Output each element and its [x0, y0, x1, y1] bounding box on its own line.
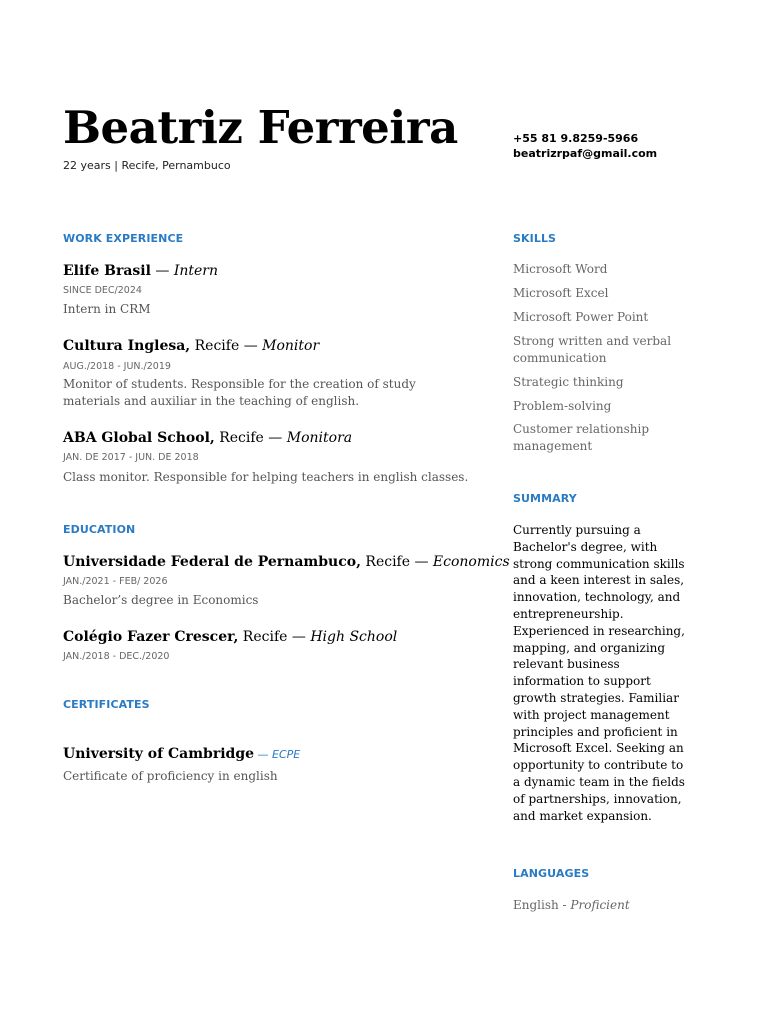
language-level: Proficient — [570, 898, 630, 912]
education-entry-org: Universidade Federal de Pernambuco, — [63, 554, 361, 570]
education-entry — [63, 628, 397, 647]
certificates-heading: CERTIFICATES — [63, 698, 150, 711]
education-entry-program: High School — [310, 629, 398, 645]
candidate-subtitle: 22 years | Recife, Pernambuco — [63, 159, 231, 172]
education-entry-program: Economics — [432, 554, 510, 570]
skill-item: Customer relationship management — [513, 422, 649, 453]
title-separator: — — [254, 748, 273, 761]
certificate-entry — [63, 745, 300, 764]
education-entry-org: Colégio Fazer Crescer, — [63, 629, 239, 645]
work-entry-org: ABA Global School, — [63, 430, 215, 446]
language-name: English — [513, 898, 559, 912]
contact-block — [513, 131, 657, 161]
work-entry-title — [63, 429, 352, 448]
work-entry — [63, 429, 352, 448]
languages-heading: LANGUAGES — [513, 867, 590, 880]
work-entry-place: Recife — [214, 430, 264, 446]
title-separator: — — [287, 629, 311, 645]
skills-heading: SKILLS — [513, 232, 557, 245]
work-entry-description: Class monitor. Responsible for helping teachers in english classes. — [63, 470, 469, 484]
education-entry-place: Recife — [238, 629, 288, 645]
certificate-entry-title — [63, 745, 300, 764]
language-item — [513, 897, 630, 914]
education-entry-date: JAN./2018 - DEC./2020 — [63, 651, 170, 662]
work-entry — [63, 337, 319, 356]
title-separator: — — [410, 554, 433, 570]
education-entry-description: Bachelor’s degree in Economics — [63, 593, 259, 607]
work-entry-org: Elife Brasil — [63, 263, 151, 279]
title-separator: — — [150, 263, 174, 279]
email-address[interactable]: beatrizrpaf@gmail.com — [513, 147, 658, 160]
work-entry-date: JAN. DE 2017 - JUN. DE 2018 — [63, 452, 199, 463]
certificate-issuer: University of Cambridge — [63, 746, 255, 762]
skill-item: Microsoft Word — [513, 262, 608, 276]
skill-item: Strategic thinking — [513, 375, 624, 389]
title-separator: — — [263, 430, 287, 446]
education-entry-title — [63, 553, 510, 572]
work-entry-date: SINCE DEC/2024 — [63, 285, 142, 296]
skill-item: Microsoft Excel — [513, 286, 609, 300]
work-entry-date: AUG./2018 - JUN./2019 — [63, 361, 171, 372]
work-entry-title — [63, 262, 218, 281]
work-entry-description: Monitor of students. Responsible for the creation of study materials and auxiliar in the teaching of english. — [63, 377, 416, 408]
education-entry-title — [63, 628, 397, 647]
education-heading: EDUCATION — [63, 523, 136, 536]
work-entry-place: Recife — [190, 338, 240, 354]
candidate-name: Beatriz Ferreira — [63, 101, 458, 154]
phone-number[interactable]: +55 81 9.8259-5966 — [513, 132, 639, 145]
skill-item: Microsoft Power Point — [513, 310, 649, 324]
work-entry-role: Monitora — [286, 430, 353, 446]
work-experience-heading: WORK EXPERIENCE — [63, 232, 184, 245]
work-entry-role: Intern — [173, 263, 218, 279]
education-entry-date: JAN./2021 - FEB/ 2026 — [63, 576, 168, 587]
work-entry — [63, 262, 218, 281]
skill-item: Strong written and verbal communication — [513, 334, 672, 365]
summary-heading: SUMMARY — [513, 492, 577, 505]
title-separator: — — [239, 338, 263, 354]
summary-text: Currently pursuing a Bachelor's degree, with strong communication skills and a keen interest in sales, innovation, technology, and entrepreneurship. Experienced in researching, mapping, and organizing relevant business information to support growth strategies. Familiar with project management principles and proficient in Microsoft Excel. Seeking an opportunity to contribute to a dynamic team in the fields of partnerships, innovation, and market expansion. — [513, 523, 685, 823]
language-separator: - — [558, 898, 571, 912]
certificate-description: Certificate of proficiency in english — [63, 769, 278, 783]
work-entry-role: Monitor — [262, 338, 320, 354]
education-entry — [63, 553, 510, 572]
education-entry-place: Recife — [360, 554, 411, 570]
work-entry-description: Intern in CRM — [63, 302, 151, 316]
work-entry-title — [63, 337, 319, 356]
work-entry-org: Cultura Inglesa, — [63, 338, 191, 354]
skill-item: Problem-solving — [513, 399, 612, 413]
certificate-code: ECPE — [272, 748, 301, 761]
